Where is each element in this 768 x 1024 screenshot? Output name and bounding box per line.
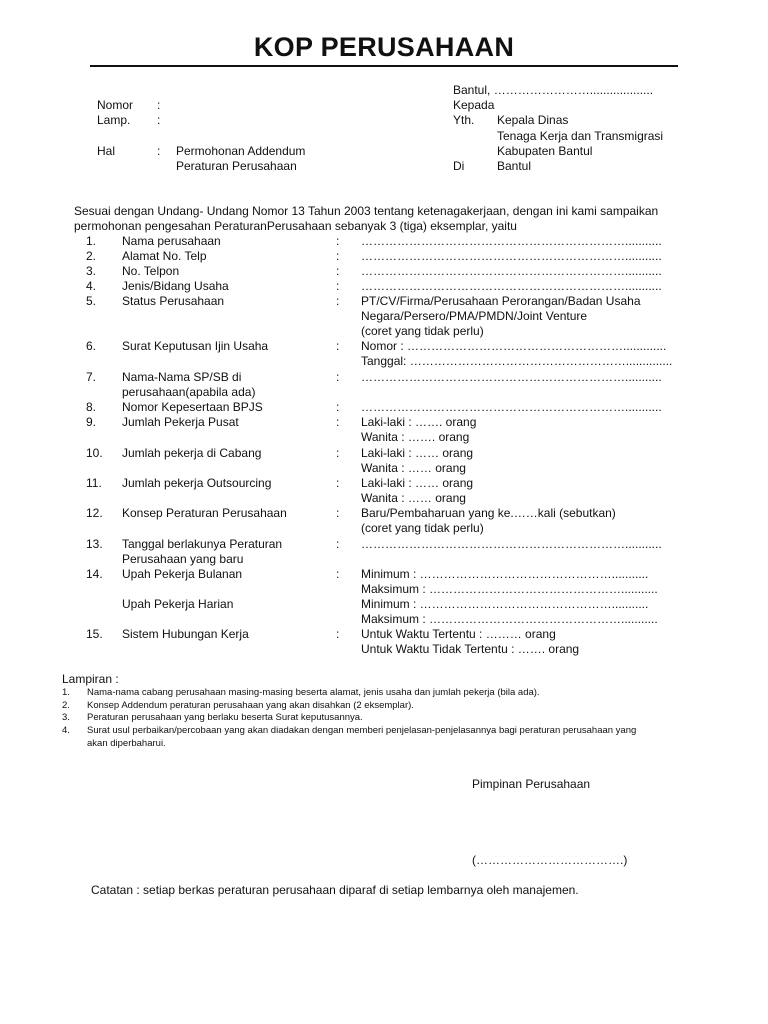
hal-label: Hal — [97, 144, 116, 158]
item-label: Nama perusahaan — [122, 234, 221, 248]
item-number: 7. — [86, 370, 97, 384]
item-fill-blank: …………………………………………………………........... — [361, 279, 662, 293]
item-label: Upah Pekerja Bulanan — [122, 567, 243, 581]
signature-title: Pimpinan Perusahaan — [472, 777, 591, 791]
item-label: Jumlah pekerja di Cabang — [122, 446, 262, 460]
item-label: Konsep Peraturan Perusahaan — [122, 506, 287, 520]
hal-value-line-2: Peraturan Perusahaan — [176, 159, 297, 173]
letterhead-rule — [90, 65, 678, 67]
item-colon: : — [336, 279, 340, 293]
lamp-colon: : — [157, 113, 161, 127]
recipient-line-1: Kepala Dinas — [497, 113, 569, 127]
item-colon: : — [336, 567, 340, 581]
item-number: 14. — [86, 567, 103, 581]
item-value: Wanita : …… orang — [361, 491, 466, 506]
item-label: Sistem Hubungan Kerja — [122, 627, 249, 641]
item-number: 6. — [86, 339, 97, 353]
item-colon: : — [336, 339, 340, 353]
lamp-label: Lamp. — [97, 113, 131, 127]
item-label: No. Telpon — [122, 264, 180, 278]
item-colon: : — [336, 249, 340, 263]
item-number: 1. — [86, 234, 97, 248]
intro-line-2: permohonan pengesahan PeraturanPerusahaan sebanyak 3 (tiga) eksemplar, yaitu — [74, 219, 517, 233]
item-fill-blank: …………………………………………………………........... — [361, 537, 662, 551]
item-value: Minimum : …………………………………………........... — [361, 567, 649, 581]
item-colon: : — [336, 476, 340, 490]
item-label: Status Perusahaan — [122, 294, 225, 308]
item-value: Laki-laki : …… orang — [361, 476, 474, 490]
place-date: Bantul, ……………………................... — [453, 83, 654, 97]
item-label: Tanggal berlakunya Peraturan — [122, 537, 283, 551]
item-colon: : — [336, 294, 340, 308]
item-label: Jenis/Bidang Usaha — [122, 279, 229, 293]
item-value: Untuk Waktu Tidak Tertentu : ……. orang — [361, 642, 580, 657]
item-fill-blank: …………………………………………………………........... — [361, 264, 662, 278]
item-colon: : — [336, 400, 340, 414]
item-fill-blank: …………………………………………………………........... — [361, 249, 662, 263]
item-value: Minimum : …………………………………………........... — [361, 597, 649, 611]
item-number: 8. — [86, 400, 97, 414]
item-fill-blank: …………………………………………………………........... — [361, 370, 662, 384]
attachment-number: 1. — [62, 687, 70, 698]
recipient-line-2: Tenaga Kerja dan Transmigrasi — [497, 129, 664, 143]
item-label: Surat Keputusan Ijin Usaha — [122, 339, 269, 353]
item-colon: : — [336, 415, 340, 429]
attachment-text: Peraturan perusahaan yang berlaku beserta Surat keputusannya. — [87, 712, 363, 723]
item-fill-blank: …………………………………………………………........... — [361, 400, 662, 414]
attachment-number: 3. — [62, 712, 70, 723]
item-colon: : — [336, 627, 340, 641]
item-value: Untuk Waktu Tertentu : ……… orang — [361, 627, 556, 641]
item-number: 4. — [86, 279, 97, 293]
attachment-text: Surat usul perbaikan/percobaan yang akan diadakan dengan memberi penjelasan-penjelasannya bagi peraturan perusahaan yang — [87, 725, 637, 736]
item-colon: : — [336, 370, 340, 384]
intro-line-1: Sesuai dengan Undang- Undang Nomor 13 Tahun 2003 tentang ketenagakerjaan, dengan ini kami sampaikan — [74, 204, 659, 218]
hal-value-line-1: Permohonan Addendum — [176, 144, 306, 158]
hal-colon: : — [157, 144, 161, 158]
attachment-number: 2. — [62, 700, 70, 711]
item-number: 10. — [86, 446, 103, 460]
item-colon: : — [336, 537, 340, 551]
item-value: Negara/Persero/PMA/PMDN/Joint Venture — [361, 309, 588, 324]
item-number: 9. — [86, 415, 97, 429]
item-value: Laki-laki : …… orang — [361, 446, 474, 460]
item-value: (coret yang tidak perlu) — [361, 324, 484, 339]
item-value: (coret yang tidak perlu) — [361, 521, 484, 536]
item-number: 3. — [86, 264, 97, 278]
item-label: Nama-Nama SP/SB di — [122, 370, 242, 384]
item-number: 11. — [86, 476, 102, 490]
item-value: Maksimum : …………………………………………........... — [361, 582, 658, 597]
item-label: Jumlah Pekerja Pusat — [122, 415, 239, 429]
item-label: perusahaan(apabila ada) — [122, 385, 256, 400]
item-value: PT/CV/Firma/Perusahaan Perorangan/Badan Usaha — [361, 294, 641, 308]
item-colon: : — [336, 264, 340, 278]
note: Catatan : setiap berkas peraturan perusahaan diparaf di setiap lembarnya oleh manajemen. — [91, 883, 579, 897]
item-value: Laki-laki : ……. orang — [361, 415, 477, 429]
item-number: 12. — [86, 506, 103, 520]
item-label: Upah Pekerja Harian — [122, 597, 234, 611]
nomor-label: Nomor — [97, 98, 134, 112]
attachment-number: 4. — [62, 725, 70, 736]
di-place: Bantul — [497, 159, 532, 173]
attachment-text: akan diperbaharui. — [87, 737, 166, 749]
item-value: Wanita : ……. orang — [361, 430, 470, 445]
kepada-label: Kepada — [453, 98, 495, 112]
item-label: Nomor Kepesertaan BPJS — [122, 400, 263, 414]
nomor-colon: : — [157, 98, 161, 112]
item-colon: : — [336, 446, 340, 460]
signature-name-blank: (……………………………….) — [472, 853, 628, 867]
item-number: 5. — [86, 294, 97, 308]
attachment-text: Konsep Addendum peraturan perusahaan yang akan disahkan (2 eksemplar). — [87, 700, 414, 711]
item-value: Wanita : …… orang — [361, 461, 466, 476]
item-value: Nomor : ………………………………………………............. — [361, 339, 667, 353]
item-label: Jumlah pekerja Outsourcing — [122, 476, 272, 490]
item-value: Maksimum : …………………………………………........... — [361, 612, 658, 627]
item-value: Tanggal: ……………………………………………….............. — [361, 354, 673, 369]
attachments-heading: Lampiran : — [62, 672, 119, 686]
attachment-text: Nama-nama cabang perusahaan masing-masing beserta alamat, jenis usaha dan jumlah pekerja (bila ada). — [87, 687, 540, 698]
item-colon: : — [336, 506, 340, 520]
item-number: 15. — [86, 627, 103, 641]
item-number: 2. — [86, 249, 97, 263]
item-label: Perusahaan yang baru — [122, 552, 244, 567]
item-value: Baru/Pembaharuan yang ke.……kali (sebutkan) — [361, 506, 616, 520]
item-fill-blank: …………………………………………………………........... — [361, 234, 662, 248]
letterhead-title: KOP PERUSAHAAN — [253, 32, 515, 62]
di-label: Di — [453, 159, 465, 173]
recipient-line-3: Kabupaten Bantul — [497, 144, 593, 158]
item-colon: : — [336, 234, 340, 248]
yth-label: Yth. — [453, 113, 475, 127]
item-label: Alamat No. Telp — [122, 249, 207, 263]
item-number: 13. — [86, 537, 103, 551]
